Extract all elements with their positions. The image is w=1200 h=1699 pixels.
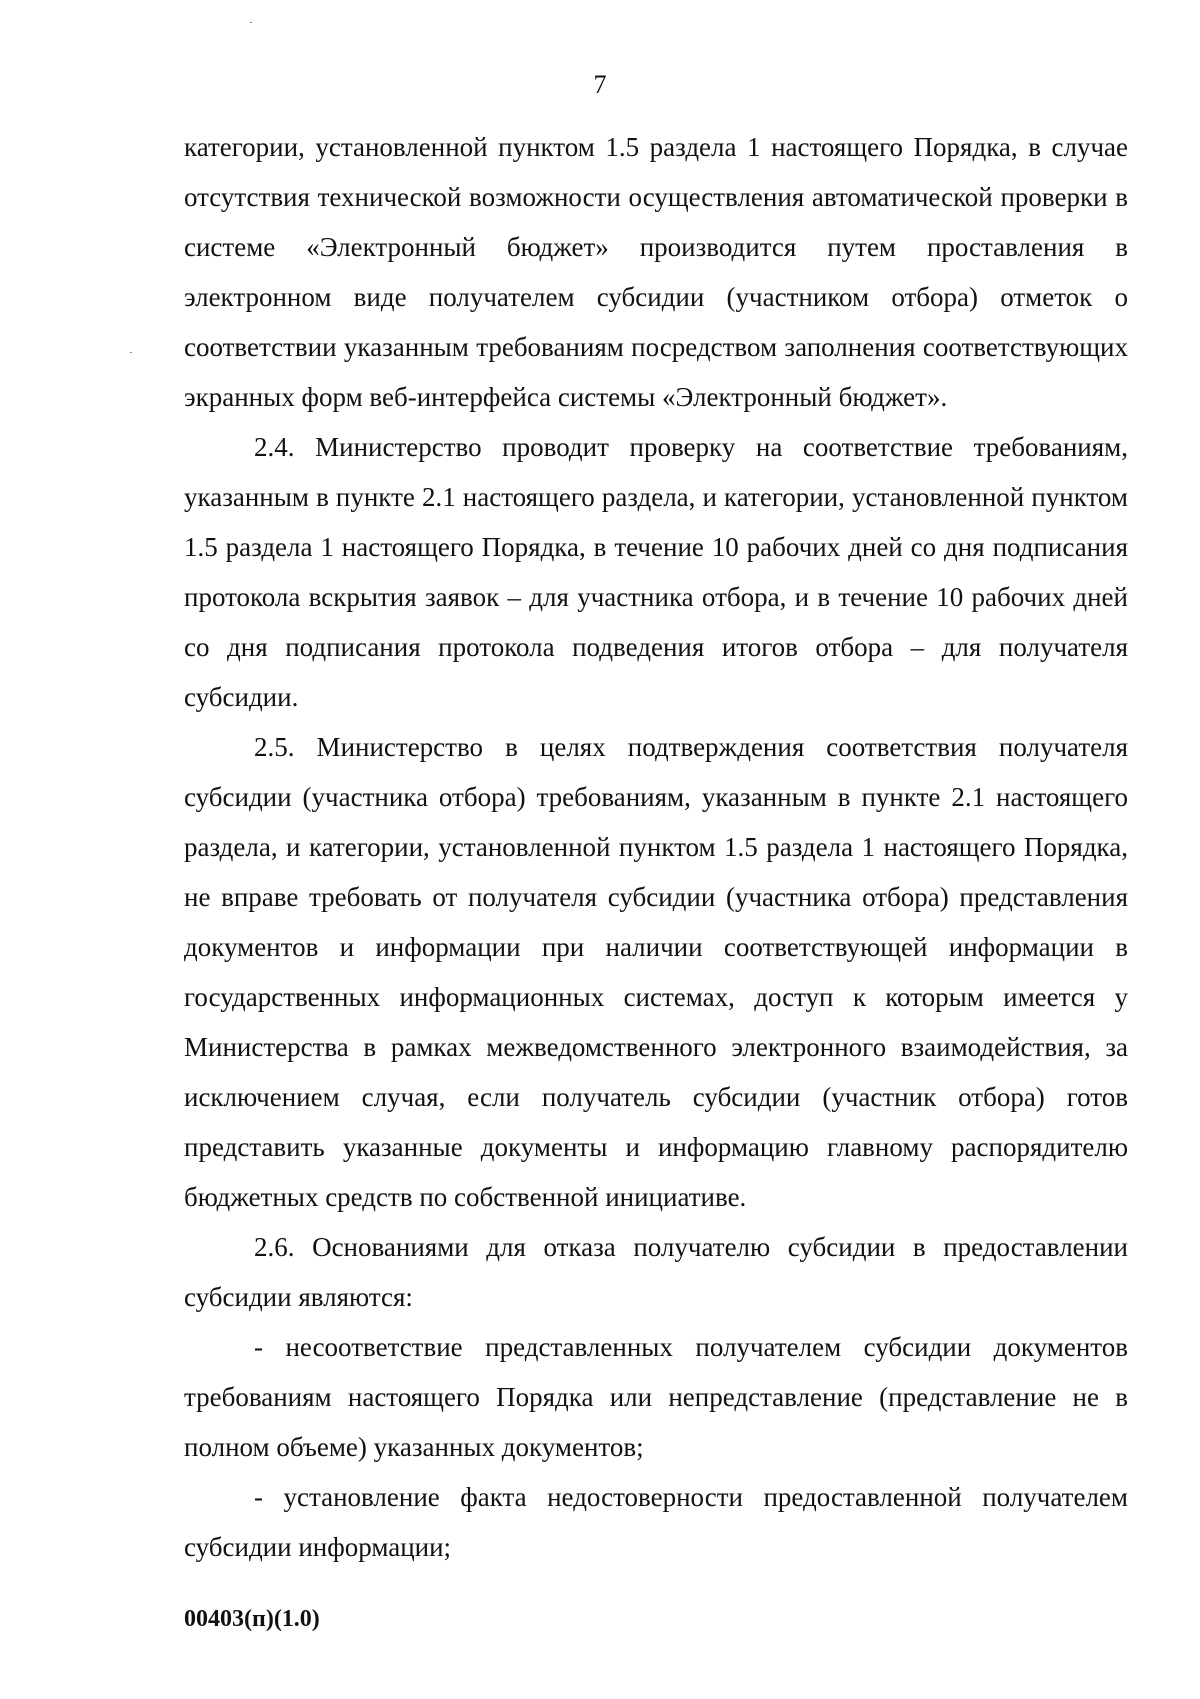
scan-speck: [130, 352, 132, 353]
list-item-false-information: - установление факта недостоверности предоставленной получателем субсидии информации;: [184, 1482, 1128, 1562]
document-body: [184, 122, 1128, 1572]
page-number: 7: [593, 70, 607, 99]
paragraph-2-4: 2.4. Министерство проводит проверку на соответствие требованиям, указанным в пункте 2.1 настоящего раздела, и категории, установленной пунктом 1.5 раздела 1 настоящего Порядка, в течение 10 рабочих дней со дня подписания протокола вскрытия заявок – для участника отбора, и в течение 10 рабочих дней со дня подписания протокола подведения итогов отбора – для получателя субсидии.: [184, 432, 1128, 712]
paragraph-continuation: категории, установленной пунктом 1.5 раздела 1 настоящего Порядка, в случае отсутствия технической возможности осуществления автоматической проверки в системе «Электронный бюджет» производится путем проставления в электронном виде получателем субсидии (участником отбора) отметок о соответствии указанным требованиям посредством заполнения соответствующих экранных форм веб-интерфейса системы «Электронный бюджет».: [184, 132, 1128, 412]
document-code: 00403(п)(1.0): [184, 1606, 320, 1632]
scan-speck: [250, 22, 252, 23]
paragraph-2-6: 2.6. Основаниями для отказа получателю субсидии в предоставлении субсидии являются:: [184, 1232, 1128, 1312]
list-item-nonconformity: - несоответствие представленных получателем субсидии документов требованиям настоящего Порядка или непредставление (представление не в полном объеме) указанных документов;: [184, 1332, 1128, 1462]
paragraph-2-5: 2.5. Министерство в целях подтверждения соответствия получателя субсидии (участника отбора) требованиям, указанным в пункте 2.1 настоящего раздела, и категории, установленной пунктом 1.5 раздела 1 настоящего Порядка, не вправе требовать от получателя субсидии (участника отбора) представления документов и информации при наличии соответствующей информации в государственных информационных системах, доступ к которым имеется у Министерства в рамках межведомственного электронного взаимодействия, за исключением случая, если получатель субсидии (участник отбора) готов представить указанные документы и информацию главному распорядителю бюджетных средств по собственной инициативе.: [184, 732, 1128, 1212]
